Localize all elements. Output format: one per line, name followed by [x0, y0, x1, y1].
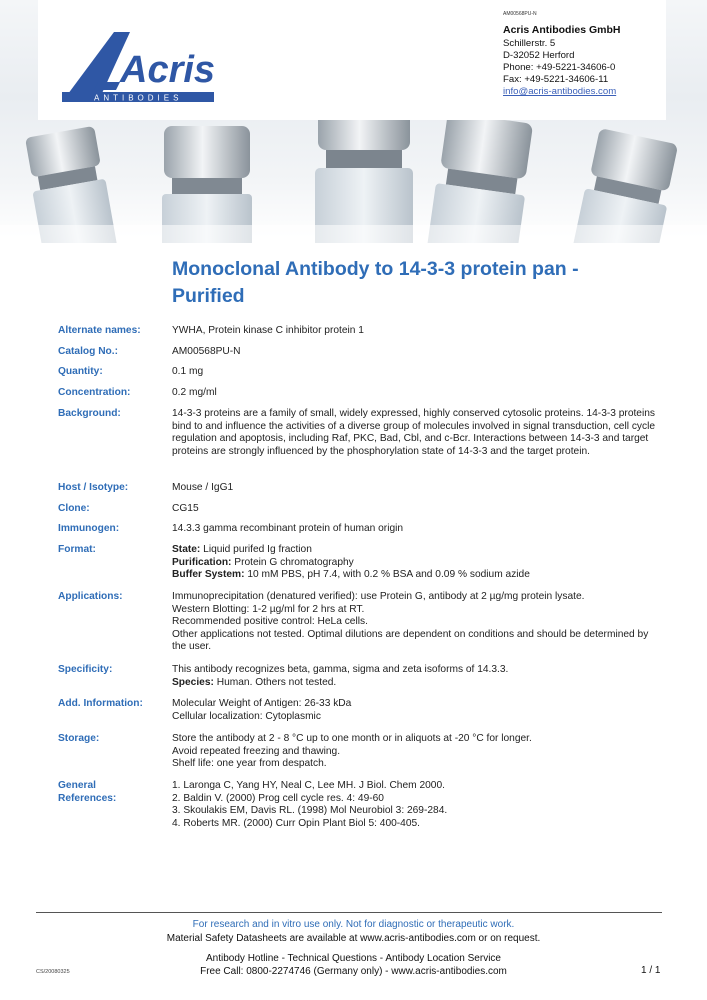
- address-line: Schillerstr. 5: [503, 38, 556, 49]
- field-value: CG15: [172, 503, 199, 514]
- footer-free-call: Free Call: 0800-2274746 (Germany only) - www.acris-antibodies.com: [200, 966, 507, 977]
- footer-notice: For research and in vitro use only. Not for diagnostic or therapeutic work.: [192, 919, 515, 930]
- field-value: 14-3-3 proteins are a family of small, widely expressed, highly conserved cytosolic proteins. 14-3-3 proteins bind to and influence the activities of a diverse group of molecules involved in signal transduction, cell cycle regulation and apoptosis, including Raf, PKC, Bad, Cbl, and c-Bcr. Interactions between 14-3-3 and target proteins are strongly influenced by the phosphorylation state of 14-3-3 and the target protein.: [172, 408, 656, 457]
- field-value: Store the antibody at 2 - 8 °C up to one month or in aliquots at -20 °C for longer. Avoid repeated freezing and thawing. Shelf life: one year from despatch.: [172, 733, 532, 769]
- footer-msds: Material Safety Datasheets are available at www.acris-antibodies.com or on request.: [166, 933, 541, 944]
- company-name: Acris Antibodies GmbH: [503, 24, 621, 36]
- address-line: Fax: +49-5221-34606-11: [503, 74, 609, 85]
- field-value: This antibody recognizes beta, gamma, sigma and zeta isoforms of 14.3.3. Species: Human. Others not tested.: [172, 664, 509, 688]
- page-title: Monoclonal Antibody to 14-3-3 protein pan - Purified: [172, 258, 579, 307]
- field-value: AM00568PU-N: [172, 346, 241, 357]
- field-value: 0.1 mg: [172, 366, 204, 377]
- acris-logo: [58, 22, 218, 108]
- field-value: Immunoprecipitation (denatured verified): use Protein G, antibody at 2 µg/mg protein lysate. Western Blotting: 1-2 µg/ml for 2 hrs at RT. Recommended positive control: HeLa cells. Other applications not tested. Optimal dilutions are dependent on conditions and should be determined by the user.: [172, 591, 649, 652]
- field-label: Applications:: [58, 591, 123, 602]
- field-value: 0.2 mg/ml: [172, 387, 217, 398]
- field-value: 14.3.3 gamma recombinant protein of human origin: [172, 523, 404, 534]
- address-line: D-32052 Herford: [503, 50, 575, 61]
- page-number: 1 / 1: [641, 965, 661, 976]
- field-label: Catalog No.:: [58, 346, 118, 357]
- field-label: Background:: [58, 408, 121, 419]
- field-label: Host / Isotype:: [58, 482, 129, 493]
- field-label: Concentration:: [58, 387, 131, 398]
- field-label: Format:: [58, 544, 96, 555]
- field-value: Mouse / IgG1: [172, 482, 234, 493]
- field-value: 1. Laronga C, Yang HY, Neal C, Lee MH. J Biol. Chem 2000. 2. Baldin V. (2000) Prog cell cycle res. 4: 49-60 3. Skoulakis EM, Davis RL. (1998) Mol Neurobiol 3: 269-284. 4. Roberts MR. (2000) Curr Opin Plant Biol 5: 400-405.: [172, 780, 448, 829]
- logo-subtext: ANTIBODIES: [94, 93, 183, 103]
- logo-wordmark: Acris: [120, 49, 216, 91]
- field-label: Specificity:: [58, 664, 113, 675]
- footer-hotline: Antibody Hotline - Technical Questions - Antibody Location Service: [206, 953, 501, 964]
- field-value: State: Liquid purifed Ig fraction Purification: Protein G chromatography Buffer System: 10 mM PBS, pH 7.4, with 0.2 % BSA and 0.09 % sodium azide: [172, 544, 530, 580]
- footer-doc-code: CS/20080325: [36, 969, 70, 975]
- header-banner: [0, 0, 707, 243]
- field-value: YWHA, Protein kinase C inhibitor protein 1: [172, 325, 364, 336]
- field-label: Alternate names:: [58, 325, 141, 336]
- field-label: Immunogen:: [58, 523, 120, 534]
- field-label: Clone:: [58, 503, 90, 514]
- field-label: Storage:: [58, 733, 100, 744]
- field-label: Add. Information:: [58, 698, 143, 709]
- field-value: Molecular Weight of Antigen: 26-33 kDa Cellular localization: Cytoplasmic: [172, 698, 352, 722]
- company-contact: [503, 10, 703, 98]
- address-line: Phone: +49-5221-34606-0: [503, 62, 616, 73]
- footer-divider: [36, 912, 662, 913]
- document-id: AM00568PU-N: [503, 11, 537, 17]
- field-label: Quantity:: [58, 366, 103, 377]
- email-link[interactable]: info@acris-antibodies.com: [503, 86, 617, 97]
- field-label: General References:: [58, 780, 117, 804]
